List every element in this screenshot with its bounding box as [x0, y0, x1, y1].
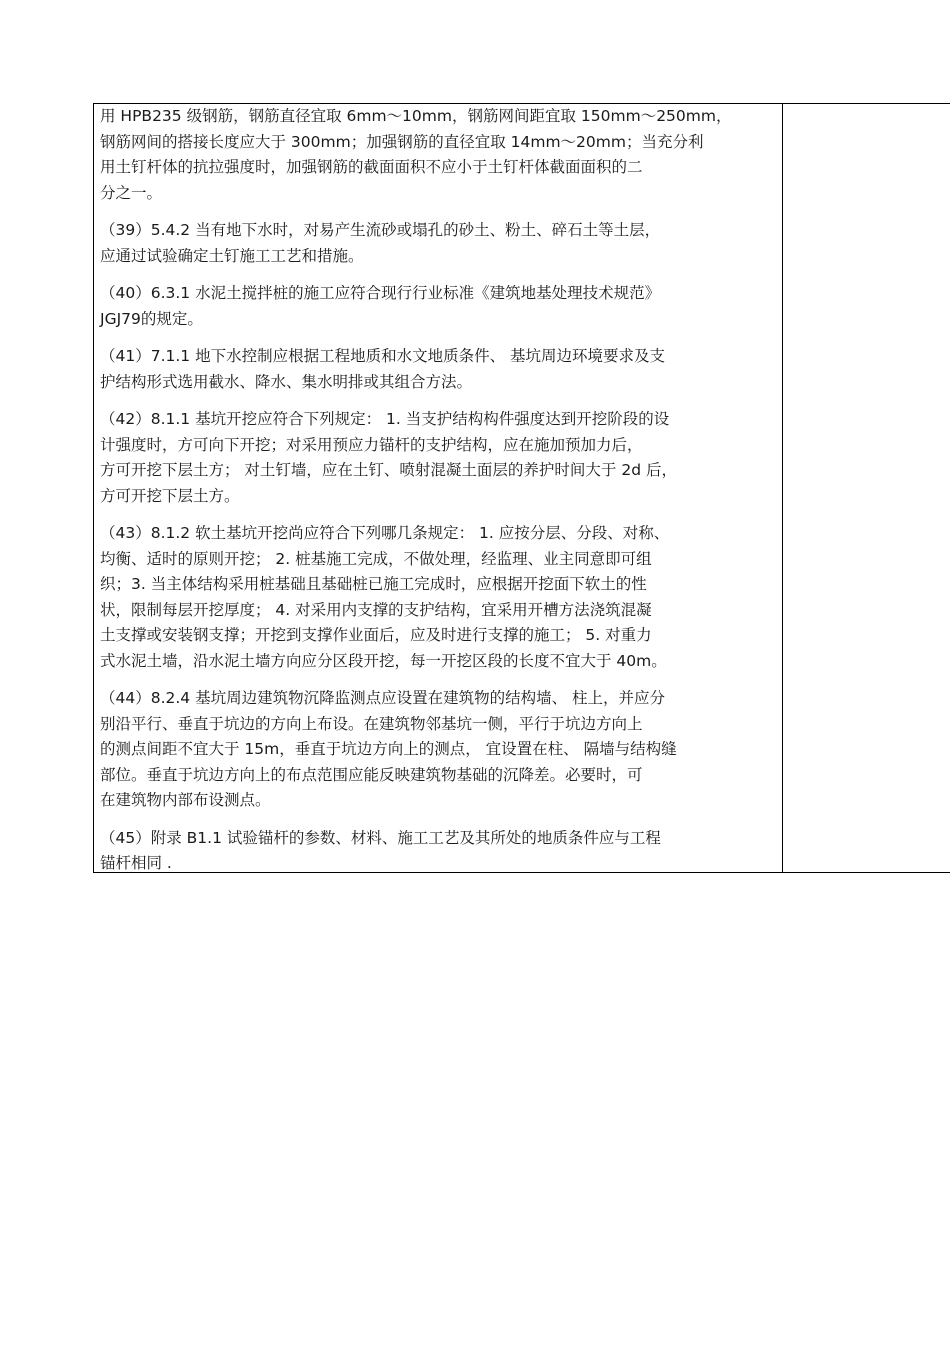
text-line: 的测点间距不宜大于 15m，垂直于坑边方向上的测点， 宜设置在柱、 隔墙与结构缝 [100, 740, 677, 758]
text-line: （42）8.1.1 基坑开挖应符合下列规定： 1. 当支护结构构件强度达到开挖阶段的设 [100, 410, 670, 428]
paragraph-44 [100, 686, 776, 814]
text-line: 钢筋网间的搭接长度应大于 300mm；加强钢筋的直径宜取 14mm～20mm；当充分利 [100, 132, 704, 151]
text-line: 织；3. 当主体结构采用桩基础且基础桩已施工完成时，应根据开挖面下软土的性 [100, 575, 647, 593]
text-line: （41）7.1.1 地下水控制应根据工程地质和水文地质条件、 基坑周边环境要求及支 [100, 347, 666, 365]
text-line: 锚杆相同 . [100, 854, 172, 872]
paragraph-39 [100, 218, 776, 269]
text-line: 方可开挖下层土方。 [100, 486, 240, 505]
text-line: （43）8.1.2 软土基坑开挖尚应符合下列哪几条规定： 1. 应按分层、分段、对称、 [100, 524, 670, 542]
paragraph-43 [100, 521, 776, 674]
text-line: 用 HPB235 级钢筋，钢筋直径宜取 6mm～10mm，钢筋网间距宜取 150mm～250mm， [100, 107, 732, 125]
empty-cell [783, 104, 950, 872]
text-line: 计强度时，方可向下开挖；对采用预应力锚杆的支护结构，应在施加预加力后， [100, 435, 643, 454]
text-line: 用土钉杆体的抗拉强度时，加强钢筋的截面面积不应小于土钉杆体截面面积的二 [100, 158, 643, 176]
paragraph-40 [100, 281, 776, 332]
paragraph-38-continued [100, 104, 776, 206]
text-cell [100, 104, 776, 889]
text-line: 部位。垂直于坑边方向上的布点范围应能反映建筑物基础的沉降差。必要时，可 [100, 765, 643, 784]
text-line: 式水泥土墙，沿水泥土墙方向应分区段开挖，每一开挖区段的长度不宜大于 40m。 [100, 651, 667, 670]
text-line: 护结构形式选用截水、降水、集水明排或其组合方法。 [100, 372, 473, 391]
text-line: 方可开挖下层土方； 对土钉墙，应在土钉、喷射混凝土面层的养护时间大于 2d 后， [100, 461, 677, 479]
text-line: （40）6.3.1 水泥土搅拌桩的施工应符合现行行业标准《建筑地基处理技术规范》 [100, 284, 661, 302]
text-line: 土支撑或安装钢支撑；开挖到支撑作业面后，应及时进行支撑的施工； 5. 对重力 [100, 626, 652, 644]
text-line: （45）附录 B1.1 试验锚杆的参数、材料、施工工艺及其所处的地质条件应与工程 [100, 828, 661, 847]
paragraph-42 [100, 407, 776, 509]
text-line: 分之一。 [100, 183, 163, 202]
text-line: 别沿平行、垂直于坑边的方向上布设。在建筑物邻基坑一侧，平行于坑边方向上 [100, 714, 643, 733]
paragraph-41 [100, 344, 776, 395]
text-line: 在建筑物内部布设测点。 [100, 791, 271, 809]
text-line: （39）5.4.2 当有地下水时，对易产生流砂或塌孔的砂土、粉土、碎石土等土层， [100, 221, 661, 239]
text-line: JGJ79的规定。 [100, 309, 203, 328]
text-line: 均衡、适时的原则开挖； 2. 桩基施工完成，不做处理，经监理、业主同意即可组 [100, 549, 652, 568]
content-table [93, 103, 950, 873]
text-line: 应通过试验确定土钉施工工艺和措施。 [100, 246, 364, 265]
text-line: 状，限制每层开挖厚度； 4. 对采用内支撑的支护结构，宜采用开槽方法浇筑混凝 [100, 600, 652, 619]
paragraph-45 [100, 826, 776, 877]
text-line: （44）8.2.4 基坑周边建筑物沉降监测点应设置在建筑物的结构墙、 柱上，并应分 [100, 689, 666, 707]
